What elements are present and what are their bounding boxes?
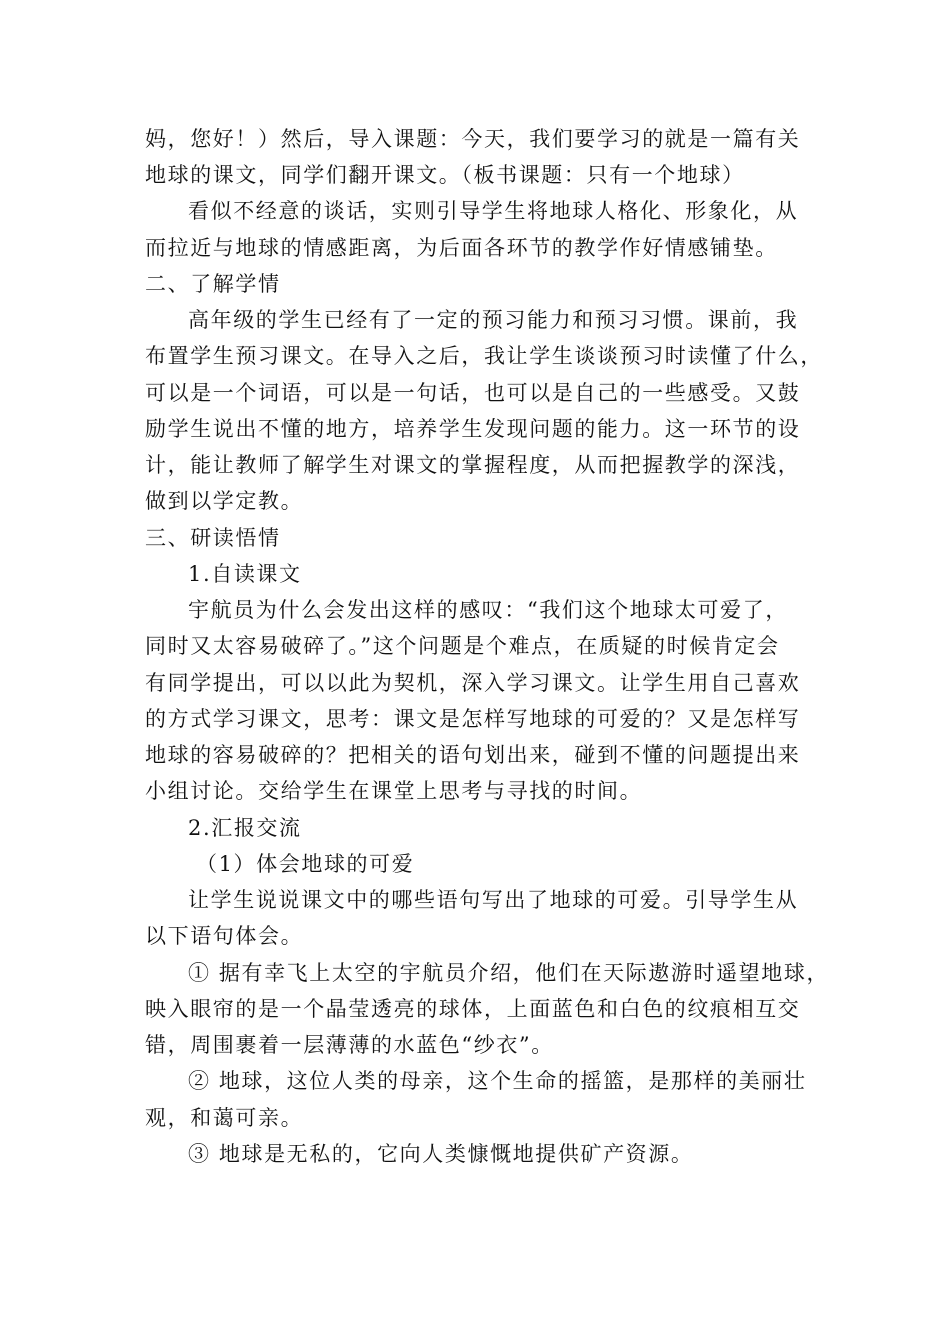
list-item: ② 地球，这位人类的母亲，这个生命的摇篮，是那样的美丽壮 xyxy=(188,1069,807,1093)
text-line: 计，能让教师了解学生对课文的掌握程度，从而把握教学的深浅， xyxy=(145,453,801,477)
text-line: 错，周围裹着一层薄薄的水蓝色“纱衣”。 xyxy=(145,1033,554,1057)
text-line: 以下语句体会。 xyxy=(145,924,304,948)
text-line: 有同学提出，可以以此为契机，深入学习课文。让学生用自己喜欢 xyxy=(145,671,801,695)
list-item: ① 据有幸飞上太空的宇航员介绍，他们在天际遨游时遥望地球， xyxy=(188,961,830,985)
text-line: 做到以学定教。 xyxy=(145,489,304,513)
section-heading: 二、了解学情 xyxy=(145,272,281,296)
text-line: 而拉近与地球的情感距离，为后面各环节的教学作好情感铺垫。 xyxy=(145,236,778,260)
text-line: 让学生说说课文中的哪些语句写出了地球的可爱。引导学生从 xyxy=(188,888,799,912)
text-line: 可以是一个词语，可以是一句话，也可以是自己的一些感受。又鼓 xyxy=(145,381,801,405)
text-line: 励学生说出不懂的地方，培养学生发现问题的能力。这一环节的设 xyxy=(145,417,801,441)
text-line: 地球的课文，同学们翻开课文。（板书课题：只有一个地球） xyxy=(145,163,745,187)
list-item: ③ 地球是无私的，它向人类慷慨地提供矿产资源。 xyxy=(188,1142,694,1166)
text-line: 看似不经意的谈话，实则引导学生将地球人格化、形象化，从 xyxy=(188,199,799,223)
text-line: 的方式学习课文，思考：课文是怎样写地球的可爱的？又是怎样写 xyxy=(145,707,801,731)
subsection-heading: 2.汇报交流 xyxy=(188,816,302,840)
text-line: 妈，您好！）然后，导入课题：今天，我们要学习的就是一篇有关 xyxy=(145,127,801,151)
text-line: 地球的容易破碎的？把相关的语句划出来，碰到不懂的问题提出来 xyxy=(145,743,801,767)
text-line: 小组讨论。交给学生在课堂上思考与寻找的时间。 xyxy=(145,779,643,803)
text-line: 观，和蔼可亲。 xyxy=(145,1106,304,1130)
subsection-heading: （1）体会地球的可爱 xyxy=(196,852,415,876)
text-line: 布置学生预习课文。在导入之后，我让学生谈谈预习时读懂了什么， xyxy=(145,344,823,368)
text-line: 同时又太容易破碎了。”这个问题是个难点，在质疑的时候肯定会 xyxy=(145,634,780,658)
text-line: 宇航员为什么会发出这样的感叹：“我们这个地球太可爱了， xyxy=(188,598,788,622)
text-line: 映入眼帘的是一个晶莹透亮的球体，上面蓝色和白色的纹痕相互交 xyxy=(145,997,801,1021)
subsection-heading: 1.自读课文 xyxy=(188,562,302,586)
section-heading: 三、研读悟情 xyxy=(145,526,281,550)
text-line: 高年级的学生已经有了一定的预习能力和预习习惯。课前，我 xyxy=(188,308,799,332)
